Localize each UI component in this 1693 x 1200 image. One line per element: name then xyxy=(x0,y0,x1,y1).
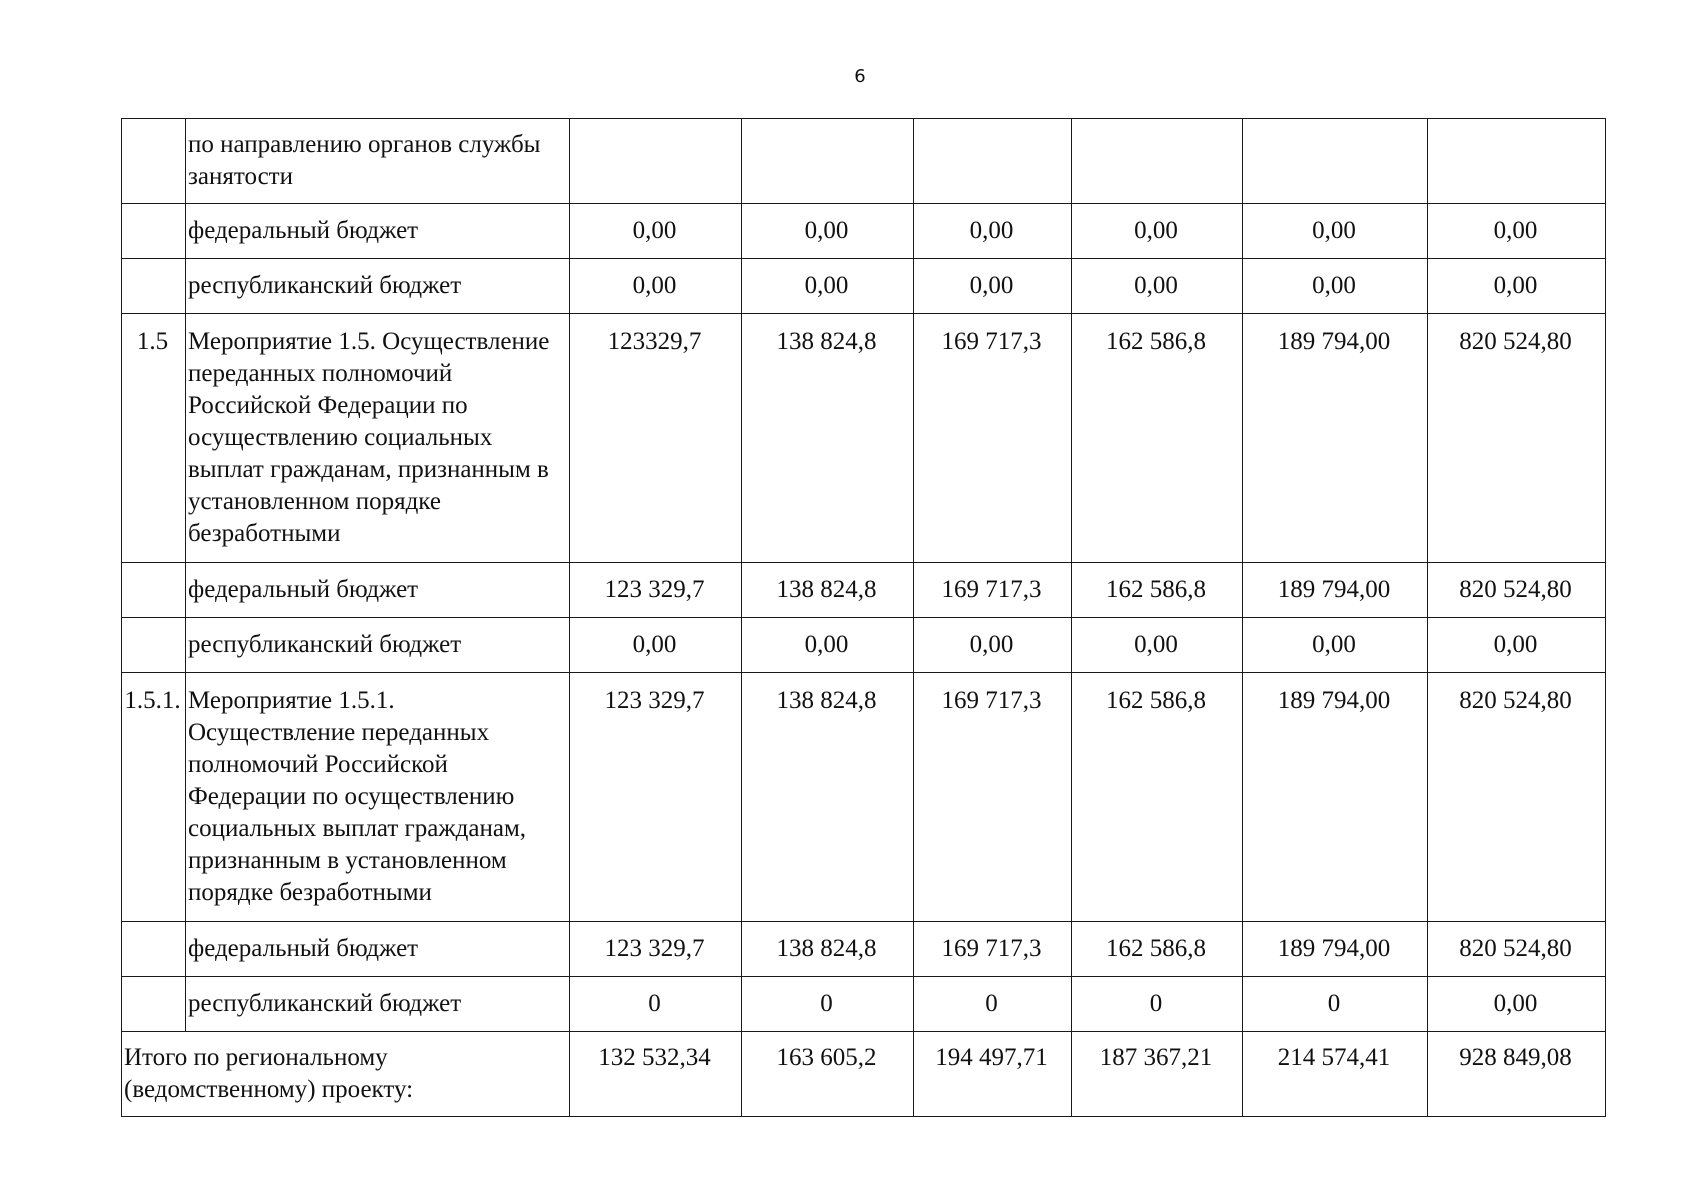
value-cell: 0,00 xyxy=(914,259,1072,314)
value-cell: 0,00 xyxy=(1428,204,1606,259)
value-cell: 189 794,00 xyxy=(1243,563,1428,618)
value-cell: 123 329,7 xyxy=(570,563,742,618)
budget-row xyxy=(122,259,1606,314)
budget-row xyxy=(122,204,1606,259)
total-row xyxy=(122,1032,1606,1117)
value-cell: 162 586,8 xyxy=(1072,922,1243,977)
value-cell: 0 xyxy=(914,977,1072,1032)
value-cell: 189 794,00 xyxy=(1243,922,1428,977)
value-cell: 0,00 xyxy=(742,259,914,314)
value-cell: 123329,7 xyxy=(570,314,742,563)
budget-row xyxy=(122,618,1606,673)
value-cell: 0 xyxy=(1072,977,1243,1032)
row-name-cell: федеральный бюджет xyxy=(186,563,570,618)
value-cell: 0,00 xyxy=(570,259,742,314)
value-cell: 0,00 xyxy=(1243,259,1428,314)
row-number-cell xyxy=(122,119,186,204)
total-value-cell: 194 497,71 xyxy=(914,1032,1072,1117)
total-value-cell: 928 849,08 xyxy=(1428,1032,1606,1117)
value-cell: 138 824,8 xyxy=(742,314,914,563)
value-cell: 0 xyxy=(570,977,742,1032)
value-cell: 162 586,8 xyxy=(1072,563,1243,618)
budget-row xyxy=(122,563,1606,618)
event-row xyxy=(122,673,1606,922)
value-cell xyxy=(914,119,1072,204)
value-cell: 169 717,3 xyxy=(914,673,1072,922)
total-value-cell: 187 367,21 xyxy=(1072,1032,1243,1117)
value-cell xyxy=(1428,119,1606,204)
value-cell: 0,00 xyxy=(1072,259,1243,314)
event-row xyxy=(122,314,1606,563)
row-name-cell: Мероприятие 1.5. Осуществление переданных полномочий Российской Федерации по осуществлению социальных выплат гражданам, признанным в установленном порядке безработными xyxy=(186,314,570,563)
row-name-cell: федеральный бюджет xyxy=(186,204,570,259)
value-cell: 820 524,80 xyxy=(1428,563,1606,618)
value-cell: 0,00 xyxy=(1072,618,1243,673)
row-name-cell: по направлению органов службы занятости xyxy=(186,119,570,204)
value-cell: 820 524,80 xyxy=(1428,314,1606,563)
value-cell: 0,00 xyxy=(570,618,742,673)
total-value-cell: 132 532,34 xyxy=(570,1032,742,1117)
row-number-cell: 1.5 xyxy=(122,314,186,563)
row-number-cell xyxy=(122,977,186,1032)
value-cell: 123 329,7 xyxy=(570,922,742,977)
value-cell: 0,00 xyxy=(1243,204,1428,259)
row-number-cell xyxy=(122,618,186,673)
row-number-cell xyxy=(122,922,186,977)
row-name-cell: Мероприятие 1.5.1. Осуществление переданных полномочий Российской Федерации по осуществлению социальных выплат гражданам, признанным в установленном порядке безработными xyxy=(186,673,570,922)
page-number: 6 xyxy=(854,66,866,87)
value-cell: 169 717,3 xyxy=(914,563,1072,618)
total-value-cell: 214 574,41 xyxy=(1243,1032,1428,1117)
row-name-cell: федеральный бюджет xyxy=(186,922,570,977)
value-cell xyxy=(570,119,742,204)
heading-row xyxy=(122,119,1606,204)
row-number-cell xyxy=(122,563,186,618)
value-cell xyxy=(742,119,914,204)
value-cell: 820 524,80 xyxy=(1428,673,1606,922)
value-cell: 0,00 xyxy=(1072,204,1243,259)
row-name-cell: республиканский бюджет xyxy=(186,977,570,1032)
row-number-cell xyxy=(122,259,186,314)
value-cell xyxy=(1072,119,1243,204)
row-number-cell: 1.5.1. xyxy=(122,673,186,922)
value-cell: 138 824,8 xyxy=(742,673,914,922)
budget-row xyxy=(122,922,1606,977)
row-number-cell xyxy=(122,204,186,259)
value-cell: 0 xyxy=(1243,977,1428,1032)
value-cell: 0,00 xyxy=(570,204,742,259)
value-cell: 0,00 xyxy=(742,618,914,673)
value-cell: 138 824,8 xyxy=(742,563,914,618)
value-cell: 0,00 xyxy=(742,204,914,259)
value-cell: 0,00 xyxy=(1428,618,1606,673)
total-label: Итого по региональному (ведомственному) проекту: xyxy=(122,1032,570,1117)
value-cell: 820 524,80 xyxy=(1428,922,1606,977)
value-cell: 162 586,8 xyxy=(1072,673,1243,922)
total-value-cell: 163 605,2 xyxy=(742,1032,914,1117)
value-cell: 189 794,00 xyxy=(1243,314,1428,563)
budget-row xyxy=(122,977,1606,1032)
value-cell: 138 824,8 xyxy=(742,922,914,977)
value-cell: 189 794,00 xyxy=(1243,673,1428,922)
value-cell: 0,00 xyxy=(1243,618,1428,673)
value-cell: 0,00 xyxy=(914,204,1072,259)
table-body xyxy=(122,119,1606,1117)
value-cell: 162 586,8 xyxy=(1072,314,1243,563)
value-cell: 0,00 xyxy=(1428,259,1606,314)
value-cell: 169 717,3 xyxy=(914,314,1072,563)
value-cell xyxy=(1243,119,1428,204)
value-cell: 123 329,7 xyxy=(570,673,742,922)
value-cell: 0,00 xyxy=(1428,977,1606,1032)
value-cell: 0 xyxy=(742,977,914,1032)
row-name-cell: республиканский бюджет xyxy=(186,259,570,314)
budget-table xyxy=(121,118,1606,1117)
row-name-cell: республиканский бюджет xyxy=(186,618,570,673)
value-cell: 169 717,3 xyxy=(914,922,1072,977)
value-cell: 0,00 xyxy=(914,618,1072,673)
